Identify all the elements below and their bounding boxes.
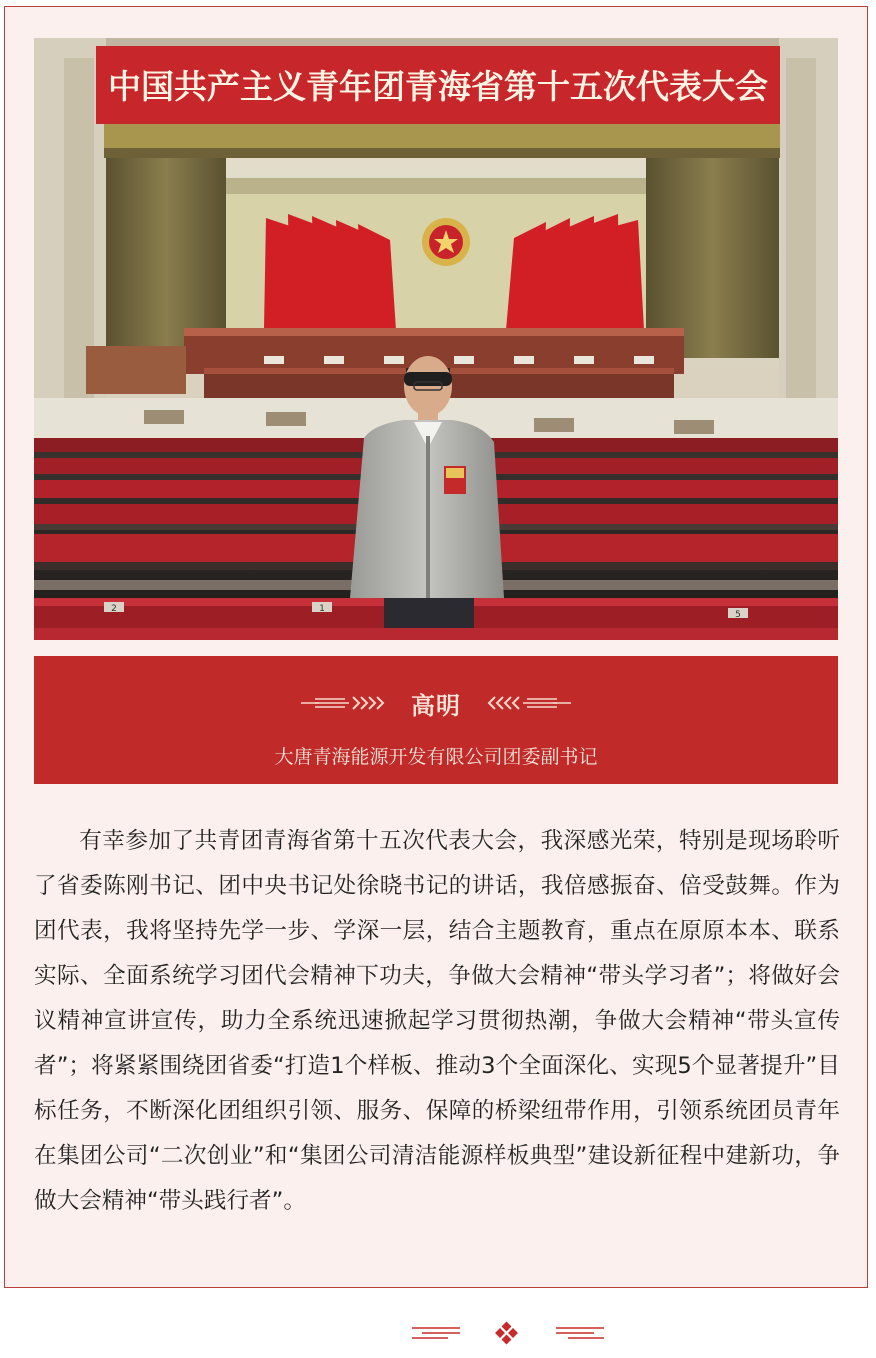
left-arrow-ornament — [301, 693, 393, 713]
person-title: 大唐青海能源开发有限公司团委副书记 — [274, 746, 598, 768]
seat-number: 2 — [111, 604, 117, 614]
diamond-cluster-icon — [495, 1322, 518, 1345]
footer-ornament — [408, 1316, 608, 1350]
seat-number: 5 — [735, 610, 741, 620]
article-card — [4, 6, 868, 1288]
person-name: 高明 — [411, 691, 461, 720]
league-emblem — [422, 218, 470, 266]
name-row — [34, 686, 838, 720]
banner-text: 中国共产主义青年团青海省第十五次代表大会 — [108, 67, 768, 106]
name-banner — [34, 656, 838, 784]
statement-paragraph: 有幸参加了共青团青海省第十五次代表大会，我深感光荣，特别是现场聆听了省委陈刚书记、团中央书记处徐晓书记的讲话，我倍感振奋、倍受鼓舞。作为团代表，我将坚持先学一步、学深一层，结合主题教育，重点在原原本本、联系实际、全面系统学习团代会精神下功夫，争做大会精神“带头学习者”；将做好会议精神宣讲宣传，助力全系统迅速掀起学习贯彻热潮，争做大会精神“带头宣传者”；将紧紧围绕团省委“打造1个样板、推动3个全面深化、实现5个显著提升”目标任务，不断深化团组织引领、服务、保障的桥梁纽带作用，引领系统团员青年在集团公司“二次创业”和“集团公司清洁能源样板典型”建设新征程中建新功，争做大会精神“带头践行者”。 — [34, 828, 840, 1214]
seat-number: 1 — [319, 604, 325, 614]
congress-photo — [34, 38, 838, 640]
right-arrow-ornament — [479, 693, 571, 713]
